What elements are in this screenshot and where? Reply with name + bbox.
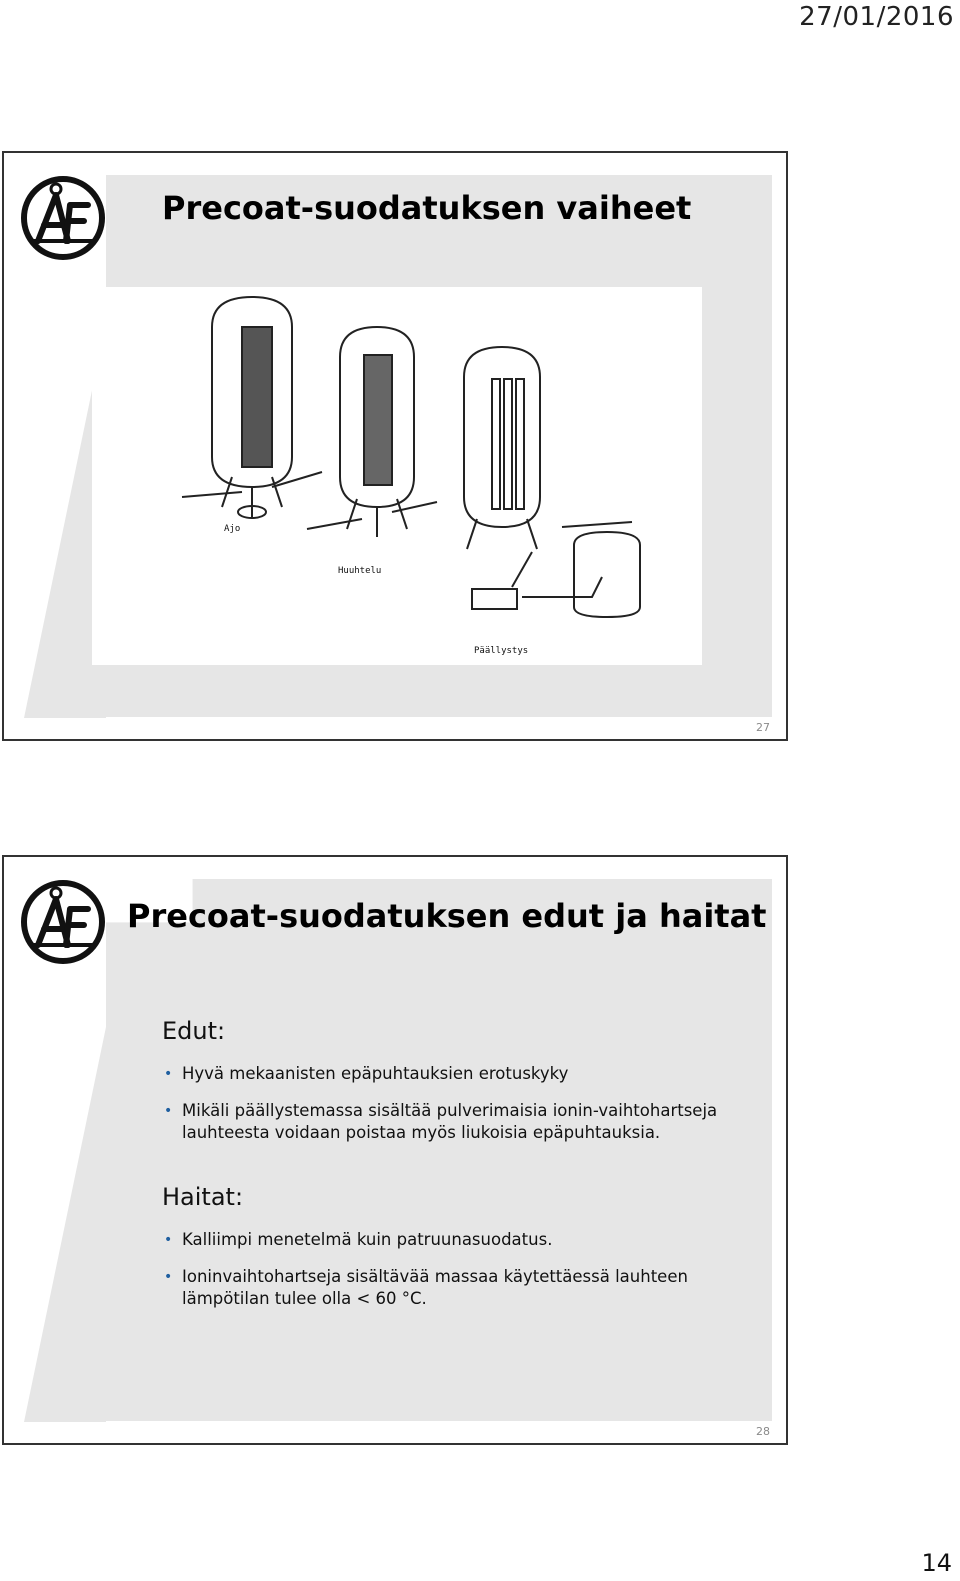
page-number: 14: [921, 1549, 952, 1577]
bullet-icon: •: [164, 1232, 173, 1248]
bullet-icon: •: [164, 1066, 173, 1082]
slide-title: Precoat-suodatuksen vaiheet: [162, 189, 692, 227]
page-date: 27/01/2016: [799, 2, 954, 32]
list-item: • Ioninvaihtohartseja sisältävää massaa käytettäessä lauhteen lämpötilan tulee olla < 60 °C.: [164, 1266, 688, 1308]
slide-27: [2, 151, 788, 741]
cons-heading: Haitat:: [162, 1183, 244, 1211]
filter-stages-illustration: [92, 287, 702, 665]
cons-list: [162, 1229, 742, 1325]
slide-number: 27: [756, 721, 770, 734]
stage-label-rinse: Huuhtelu: [338, 566, 382, 576]
slide-title: Precoat-suodatuksen edut ja haitat: [127, 897, 767, 935]
af-logo-icon: [20, 879, 106, 965]
bullet-icon: •: [164, 1268, 173, 1285]
pros-heading: Edut:: [162, 1017, 226, 1045]
pros-list: [162, 1063, 742, 1159]
slide-number: 28: [756, 1425, 770, 1438]
stage-label-coating: Päällystys: [474, 646, 529, 656]
list-item: • Mikäli päällystemassa sisältää pulverimaisia ionin-vaihtohartseja lauhteesta voidaan poistaa myös liukoisia epäpuhtauksia.: [164, 1100, 718, 1142]
af-logo-icon: [20, 175, 106, 261]
slide-28: [2, 855, 788, 1445]
bullet-icon: •: [164, 1102, 173, 1119]
slide-background-wedge: [24, 1027, 106, 1422]
list-item: • Hyvä mekaanisten epäpuhtauksien erotuskyky: [162, 1063, 742, 1086]
list-item: • Kalliimpi menetelmä kuin patruunasuodatus.: [162, 1229, 742, 1252]
stage-label-run: Ajo: [224, 524, 241, 534]
